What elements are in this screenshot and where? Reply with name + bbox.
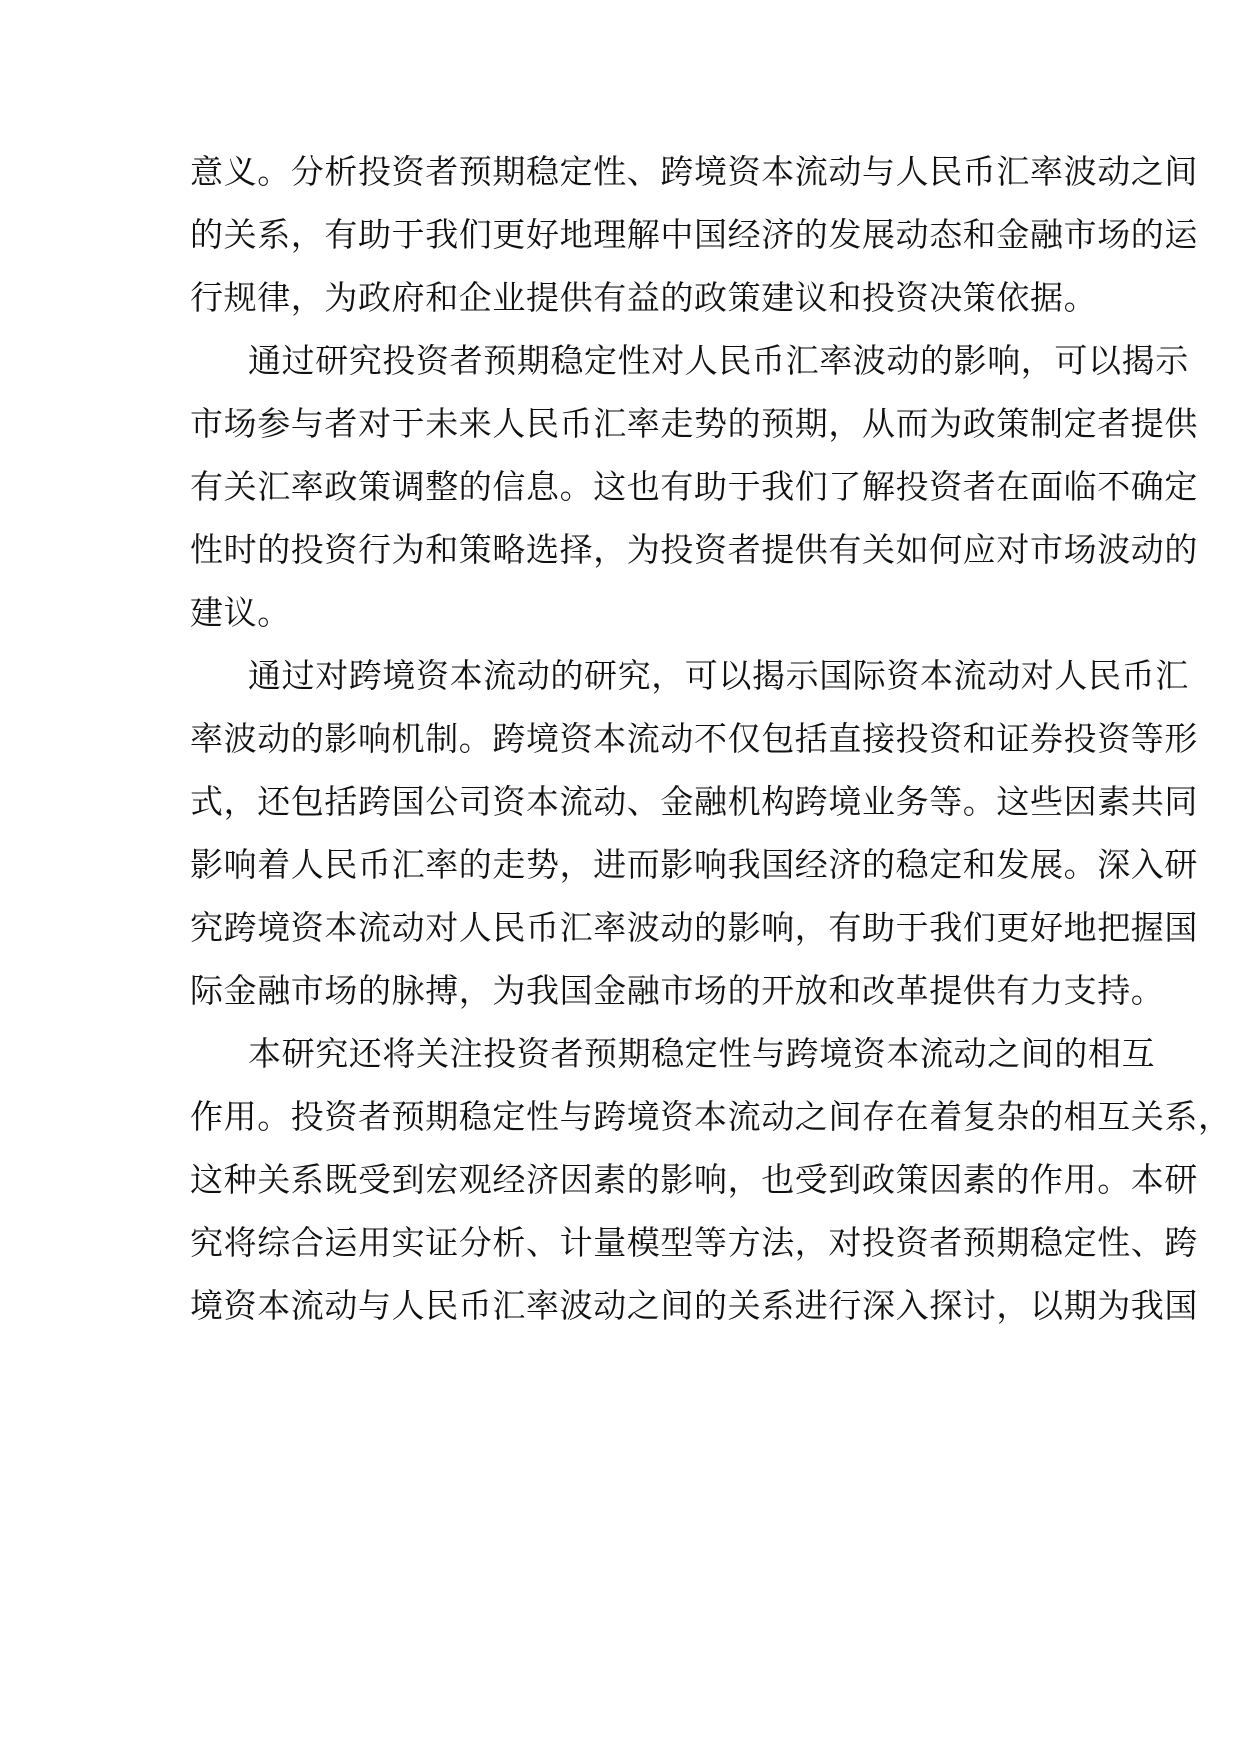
text-line: 境资本流动与人民币汇率波动之间的关系进行深入探讨，以期为我国 xyxy=(190,1286,1198,1325)
text-line: 影响着人民币汇率的走势，进而影响我国经济的稳定和发展。深入研 xyxy=(190,845,1198,884)
text-line: 究跨境资本流动对人民币汇率波动的影响，有助于我们更好地把握国 xyxy=(190,908,1198,947)
text-line: 式，还包括跨国公司资本流动、金融机构跨境业务等。这些因素共同 xyxy=(190,782,1198,821)
text-line: 意义。分析投资者预期稳定性、跨境资本流动与人民币汇率波动之间 xyxy=(190,152,1198,191)
text-line: 这种关系既受到宏观经济因素的影响，也受到政策因素的作用。本研 xyxy=(190,1160,1198,1199)
paragraph-1 xyxy=(190,140,1198,329)
text-line: 际金融市场的脉搏，为我国金融市场的开放和改革提供有力支持。 xyxy=(190,971,1165,1010)
text-line: 性时的投资行为和策略选择，为投资者提供有关如何应对市场波动的 xyxy=(190,530,1198,569)
paragraph-2 xyxy=(190,329,1198,644)
text-line: 有关汇率政策调整的信息。这也有助于我们了解投资者在面临不确定 xyxy=(190,467,1198,506)
text-line: 市场参与者对于未来人民币汇率走势的预期，从而为政策制定者提供 xyxy=(190,404,1198,443)
paragraph-3 xyxy=(190,644,1198,1022)
text-line: 通过对跨境资本流动的研究，可以揭示国际资本流动对人民币汇 xyxy=(248,656,1189,695)
text-line: 作用。投资者预期稳定性与跨境资本流动之间存在着复杂的相互关系， xyxy=(190,1097,1232,1136)
paragraph-4 xyxy=(190,1022,1232,1337)
text-line: 率波动的影响机制。跨境资本流动不仅包括直接投资和证券投资等形 xyxy=(190,719,1198,758)
text-line: 通过研究投资者预期稳定性对人民币汇率波动的影响，可以揭示 xyxy=(248,341,1189,380)
text-line: 行规律，为政府和企业提供有益的政策建议和投资决策依据。 xyxy=(190,278,1098,317)
text-line: 本研究还将关注投资者预期稳定性与跨境资本流动之间的相互 xyxy=(248,1034,1156,1073)
body-text xyxy=(190,140,1232,1337)
text-line: 建议。 xyxy=(190,593,291,632)
text-line: 究将综合运用实证分析、计量模型等方法，对投资者预期稳定性、跨 xyxy=(190,1223,1198,1262)
text-line: 的关系，有助于我们更好地理解中国经济的发展动态和金融市场的运 xyxy=(190,215,1198,254)
